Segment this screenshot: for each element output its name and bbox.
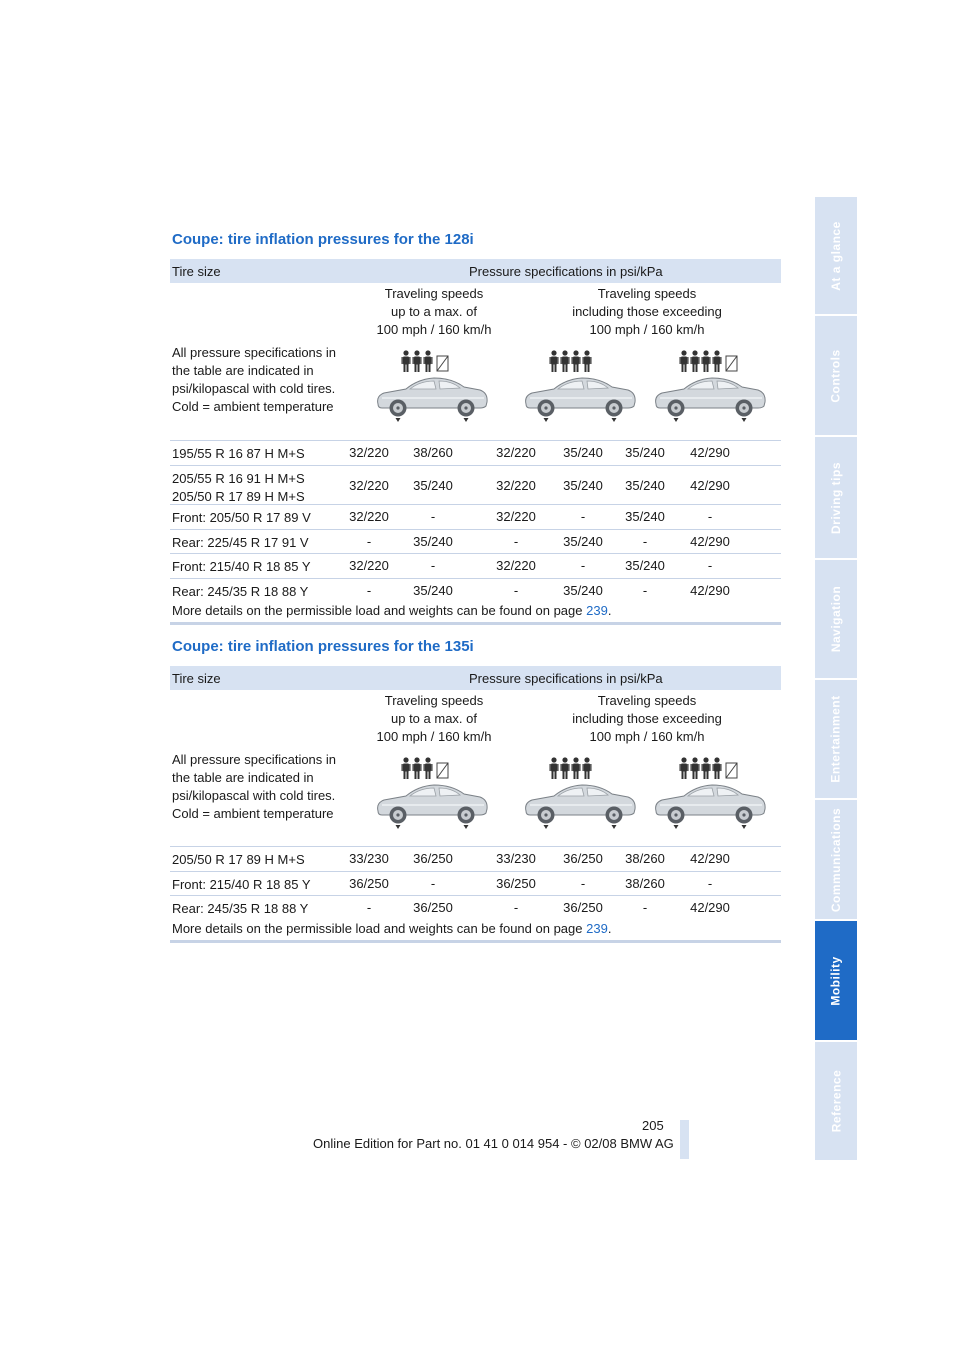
pressure-value: - (707, 558, 713, 573)
table-row (170, 440, 781, 465)
pressure-value: 36/250 (413, 851, 453, 866)
pressure-value: - (513, 900, 519, 915)
header-pressure-spec: Pressure specifications in psi/kPa (469, 671, 663, 686)
table-end-rule (170, 940, 781, 943)
pressure-value: 35/240 (563, 478, 603, 493)
page-link[interactable]: 239 (586, 921, 608, 936)
pressure-value: - (707, 876, 713, 891)
tire-size-label: 205/50 R 17 89 H M+S (172, 852, 305, 867)
cold-tire-note: All pressure specifications in the table are indicated in psi/kilopascal with cold tires. Cold = ambient temperature (172, 752, 337, 821)
car-load-icon (520, 753, 640, 833)
pressure-value: 35/240 (563, 583, 603, 598)
tab-at-a-glance[interactable]: At a glance (815, 197, 857, 314)
tire-size-label: Rear: 245/35 R 18 88 Y (172, 901, 309, 916)
pressure-value: - (430, 509, 436, 524)
pressure-value: 42/290 (690, 900, 730, 915)
pressure-value: 38/260 (413, 445, 453, 460)
pressure-value: 35/240 (625, 558, 665, 573)
pressure-value: 38/260 (625, 876, 665, 891)
pressure-value: - (642, 900, 648, 915)
pressure-value: - (513, 583, 519, 598)
pressure-value: 36/250 (563, 851, 603, 866)
cold-tire-note: All pressure specifications in the table are indicated in psi/kilopascal with cold tires. Cold = ambient temperature (172, 345, 337, 414)
footnote: More details on the permissible load and weights can be found on page 239. (172, 921, 612, 936)
pressure-value: - (580, 558, 586, 573)
table-row (170, 871, 781, 895)
table-header (170, 259, 781, 283)
pressure-value: - (642, 534, 648, 549)
page-number: 205 (642, 1118, 664, 1133)
pressure-value: 32/220 (496, 478, 536, 493)
tire-size-label: Front: 215/40 R 18 85 Y (172, 559, 311, 574)
tire-size-label: 195/55 R 16 87 H M+S (172, 446, 305, 461)
pressure-value: 32/220 (496, 445, 536, 460)
car-load-icon (520, 346, 640, 426)
pressure-value: 35/240 (413, 478, 453, 493)
speed-exceeding: Traveling speeds including those exceeding 100 mph / 160 km/h (572, 693, 722, 744)
table-row (170, 895, 781, 919)
tire-size-label: Front: 205/50 R 17 89 V (172, 510, 311, 525)
car-load-icon (372, 753, 492, 833)
footnote: More details on the permissible load and weights can be found on page 239. (172, 603, 612, 618)
tab-entertainment[interactable]: Entertainment (815, 680, 857, 798)
pressure-value: 35/240 (563, 445, 603, 460)
tire-pressure-table-128i (170, 259, 781, 629)
tab-reference[interactable]: Reference (815, 1042, 857, 1160)
pressure-value: 35/240 (413, 534, 453, 549)
pressure-value: 32/220 (496, 558, 536, 573)
speed-up-to-max: Traveling speeds up to a max. of 100 mph / 160 km/h (376, 693, 492, 744)
pressure-value: 42/290 (690, 851, 730, 866)
pressure-value: - (513, 534, 519, 549)
pressure-value: 32/220 (496, 509, 536, 524)
pressure-value: - (366, 534, 372, 549)
pressure-value: 33/230 (349, 851, 389, 866)
table-row (170, 578, 781, 600)
header-tire-size: Tire size (172, 671, 221, 686)
tire-size-label: Front: 215/40 R 18 85 Y (172, 877, 311, 892)
page-link[interactable]: 239 (586, 603, 608, 618)
pressure-value: 42/290 (690, 534, 730, 549)
pressure-value: 35/240 (413, 583, 453, 598)
tab-driving-tips[interactable]: Driving tips (815, 437, 857, 558)
table-row (170, 465, 781, 504)
tire-pressure-table-135i (170, 666, 781, 946)
pressure-value: 32/220 (349, 478, 389, 493)
page-marker-bar (680, 1120, 689, 1159)
car-load-icon (650, 346, 770, 426)
pressure-value: - (430, 876, 436, 891)
tab-mobility[interactable]: Mobility (815, 921, 857, 1040)
tire-size-label: 205/55 R 16 91 H M+S 205/50 R 17 89 H M+S (172, 471, 305, 504)
pressure-value: 35/240 (563, 534, 603, 549)
pressure-value: 36/250 (349, 876, 389, 891)
pressure-value: 32/220 (349, 445, 389, 460)
table-row (170, 529, 781, 553)
section-title-135i: Coupe: tire inflation pressures for the 135i (172, 638, 474, 655)
pressure-value: - (707, 509, 713, 524)
pressure-value: 42/290 (690, 583, 730, 598)
car-load-icon (372, 346, 492, 426)
table-row (170, 504, 781, 529)
tire-size-label: Rear: 225/45 R 17 91 V (172, 535, 309, 550)
pressure-value: 36/250 (563, 900, 603, 915)
pressure-value: - (580, 876, 586, 891)
table-end-rule (170, 622, 781, 625)
speed-up-to-max: Traveling speeds up to a max. of 100 mph / 160 km/h (376, 286, 492, 337)
pressure-value: 35/240 (625, 478, 665, 493)
tab-navigation[interactable]: Navigation (815, 560, 857, 678)
table-row (170, 553, 781, 578)
pressure-value: 33/230 (496, 851, 536, 866)
pressure-value: 38/260 (625, 851, 665, 866)
tab-controls[interactable]: Controls (815, 316, 857, 435)
tire-size-label: Rear: 245/35 R 18 88 Y (172, 584, 309, 599)
pressure-value: 42/290 (690, 445, 730, 460)
pressure-value: - (580, 509, 586, 524)
pressure-value: 36/250 (496, 876, 536, 891)
pressure-value: 36/250 (413, 900, 453, 915)
header-pressure-spec: Pressure specifications in psi/kPa (469, 264, 663, 279)
pressure-value: - (366, 583, 372, 598)
pressure-value: - (366, 900, 372, 915)
header-tire-size: Tire size (172, 264, 221, 279)
pressure-value: 32/220 (349, 558, 389, 573)
pressure-value: 32/220 (349, 509, 389, 524)
tab-communications[interactable]: Communications (815, 800, 857, 919)
table-row (170, 846, 781, 871)
speed-exceeding: Traveling speeds including those exceeding 100 mph / 160 km/h (572, 286, 722, 337)
section-title-128i: Coupe: tire inflation pressures for the 128i (172, 231, 474, 248)
pressure-value: 35/240 (625, 445, 665, 460)
pressure-value: - (642, 583, 648, 598)
car-load-icon (650, 753, 770, 833)
pressure-value: 35/240 (625, 509, 665, 524)
pressure-value: - (430, 558, 436, 573)
pressure-value: 42/290 (690, 478, 730, 493)
edition-line: Online Edition for Part no. 01 41 0 014 954 - © 02/08 BMW AG (313, 1136, 674, 1151)
table-header (170, 666, 781, 690)
